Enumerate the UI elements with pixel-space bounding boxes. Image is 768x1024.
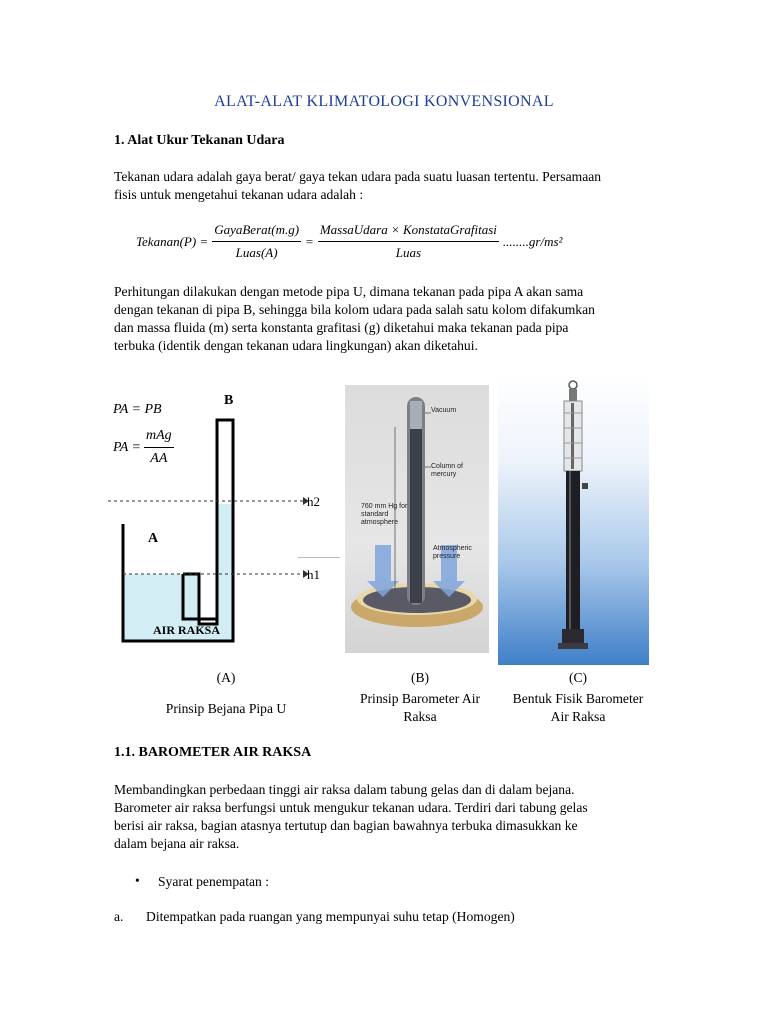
paragraph-1-line-2: fisis untuk mengetahui tekanan udara adalah :: [114, 187, 364, 202]
u-tube-diagram: [108, 388, 338, 648]
list-item-a: Ditempatkan pada ruangan yang mempunyai suhu tetap (Homogen): [146, 909, 515, 924]
label-vacuum: Vacuum: [431, 407, 457, 414]
paragraph-3-line-2: Barometer air raksa berfungsi untuk mengukur tekanan udara. Terdiri dari tabung gelas: [114, 800, 588, 815]
document-title: ALAT-ALAT KLIMATOLOGI KONVENSIONAL: [214, 93, 554, 110]
label-h1: h1: [307, 567, 320, 582]
caption-c-line-1: Bentuk Fisik Barometer: [512, 691, 644, 706]
equation-pa-frac: [144, 428, 174, 467]
caption-b-line-1: Prinsip Barometer Air: [359, 691, 481, 706]
paragraph-3-line-1: Membandingkan perbedaan tinggi air raksa dalam tabung gelas dan di dalam bejana.: [114, 782, 575, 797]
formula-fraction-2: [318, 222, 499, 261]
caption-c-line-2: Air Raksa: [550, 709, 606, 724]
separator-line: [298, 557, 340, 558]
label-a: A: [148, 531, 159, 546]
paragraph-2-line-2: dengan tekanan di pipa B, sehingga bila kolom udara pada salah satu kolom difakumkan: [114, 302, 595, 317]
equation-pa-pb: PA = PB: [113, 402, 162, 417]
fluid-fill-b: [218, 504, 233, 641]
vacuum-region: [410, 401, 422, 429]
caption-letter-c: (C): [568, 670, 588, 685]
cistern: [562, 629, 584, 645]
caption-b-line-2: Raksa: [403, 709, 437, 724]
formula-fraction-1: [212, 222, 301, 261]
top-cap: [569, 389, 577, 401]
label-b: B: [224, 393, 234, 408]
formula-unit: ........gr/ms²: [502, 233, 563, 249]
barometer-photo: [498, 373, 649, 665]
formula-frac2-numerator: MassaUdara × KonstataGrafitasi: [318, 222, 499, 242]
pressure-formula: [136, 222, 562, 261]
label-760mm: 760 mm Hg for standard atmosphere: [361, 503, 408, 526]
paragraph-2-line-3: dan massa fluida (m) serta konstanta grafitasi (g) diketahui maka tekanan pada pipa: [114, 320, 569, 335]
barometer-tube: [566, 471, 580, 629]
adjust-knob: [582, 483, 588, 489]
paragraph-3-line-3: berisi air raksa, bagian atasnya tertutup dan bagian bawahnya terbuka dimasukkan ke: [114, 818, 578, 833]
hanging-ring: [569, 381, 577, 389]
equation-pa-lhs: PA =: [113, 439, 141, 455]
caption-letter-a: (A): [216, 670, 236, 685]
section-heading-1-1: 1.1. BAROMETER AIR RAKSA: [114, 745, 312, 760]
label-column-of-mercury: Column of mercury: [431, 463, 463, 478]
paragraph-1-line-1: Tekanan udara adalah gaya berat/ gaya tekan udara pada suatu luasan tertentu. Persamaan: [114, 169, 602, 184]
formula-frac2-denominator: Luas: [395, 245, 422, 260]
u-tube-svg: [108, 388, 338, 648]
bullet-text: Syarat penempatan :: [158, 874, 269, 889]
equation-pa-numerator: mAg: [144, 428, 174, 448]
barometer-principle-illustration: [345, 385, 489, 653]
caption-letter-b: (B): [410, 670, 430, 685]
barometer-photo-svg: [498, 373, 649, 665]
paragraph-3-line-4: dalam bejana air raksa.: [114, 836, 240, 851]
list-marker-a: a.: [114, 909, 124, 924]
caption-a: Prinsip Bejana Pipa U: [165, 701, 287, 716]
mercury-column: [410, 429, 422, 603]
label-h2: h2: [307, 494, 320, 509]
paragraph-2-line-1: Perhitungan dilakukan dengan metode pipa U, dimana tekanan pada pipa A akan sama: [114, 284, 584, 299]
paragraph-2-line-4: terbuka (identik dengan tekanan udara lingkungan) akan diketahui.: [114, 338, 478, 353]
cistern-base: [558, 643, 588, 649]
equation-pa-fraction: [113, 428, 174, 467]
bullet-dot: •: [135, 873, 140, 888]
tube-highlight: [569, 471, 571, 629]
formula-lhs: Tekanan(P) =: [136, 233, 209, 249]
section-heading-1: 1. Alat Ukur Tekanan Udara: [114, 133, 285, 148]
formula-frac1-numerator: GayaBerat(m.g): [212, 222, 301, 242]
equation-pa-denominator: AA: [150, 451, 168, 466]
formula-frac1-denominator: Luas(A): [235, 245, 278, 260]
formula-equals: =: [305, 233, 314, 249]
label-air-raksa: AIR RAKSA: [153, 623, 221, 637]
label-atmospheric-pressure: Atmospheric pressure: [433, 545, 472, 560]
